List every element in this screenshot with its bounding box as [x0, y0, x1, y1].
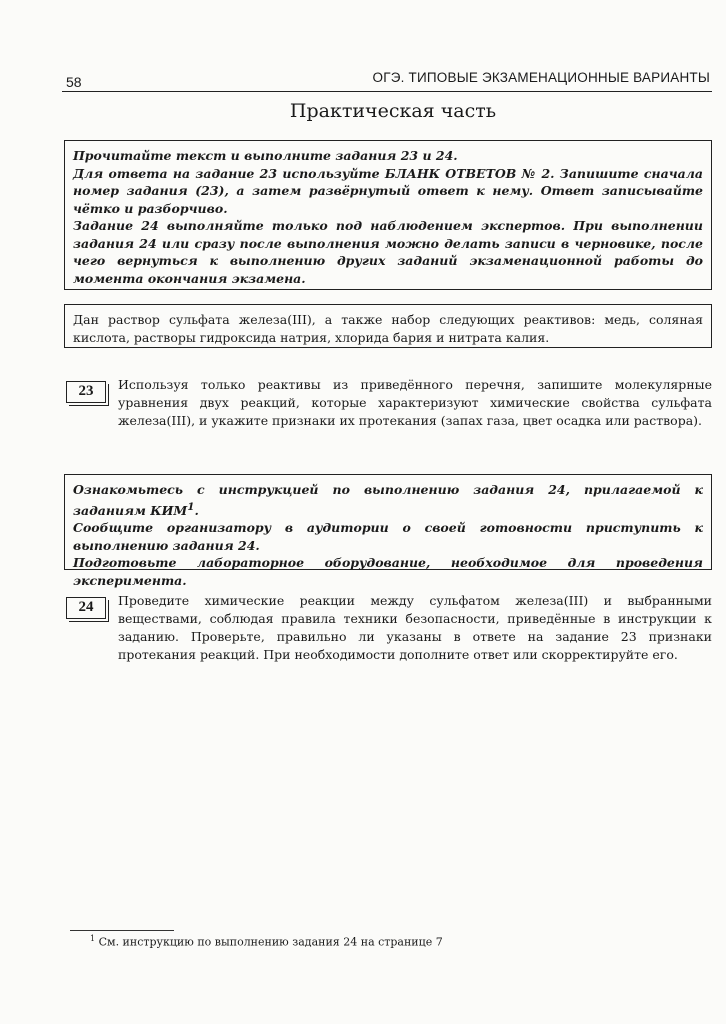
- kim-line-3: Подготовьте лабораторное оборудование, необходимое для проведения эксперимента.: [73, 555, 703, 588]
- footnote-text: См. инструкцию по выполнению задания 24 на странице 7: [98, 935, 443, 949]
- kim-instructions-box: [64, 474, 712, 588]
- task-23-text: Используя только реактивы из приведённого перечня, запишите молекулярные уравнения двух реакций, которые характеризуют химические свойства сульфата железа(III), и укажите признаки их протекания (запах газа, цвет осадка или раствора).: [118, 377, 712, 428]
- kim-line-2: Сообщите организатору в аудитории о своей готовности приступить к выполнению задания 24.: [73, 520, 703, 553]
- kim-line-1: Ознакомьтесь с инструкцией по выполнению задания 24, прилагаемой к заданиям КИМ$^1$.: [73, 482, 703, 518]
- task-23-number: 23: [66, 381, 106, 403]
- given-reagents-box: Дан раствор сульфата железа(III), а также набор следующих реактивов: медь, соляная кислота, растворы гидроксида натрия, хлорида бария и нитрата калия.: [64, 304, 712, 348]
- page-number: 58: [66, 74, 82, 90]
- instructions-box: [64, 140, 712, 290]
- instruction-line: Для ответа на задание 23 используйте БЛАНК ОТВЕТОВ № 2. Запишите сначала номер задания (23), а затем развёрнутый ответ к нему. Ответ записывайте чётко и разборчиво.: [73, 165, 703, 216]
- task-24-text: Проведите химические реакции между сульфатом железа(III) и выбранными веществами, соблюдая правила техники безопасности, приведённые в инструкции к заданию. Проверьте, правильно ли указаны в ответе на задание 23 признаки протекания реакций. При необходимости дополните ответ или скорректируйте его.: [118, 593, 712, 662]
- footnote-rule: [70, 930, 174, 931]
- section-title: Практическая часть: [289, 100, 497, 122]
- instruction-line: Задание 24 выполняйте только под наблюдением экспертов. При выполнении задания 24 или сразу после выполнения можно делать записи в черновике, после чего вернуться к выполнению других заданий экзаменационной работы до момента окончания экзамена.: [73, 218, 703, 286]
- instruction-line: Прочитайте текст и выполните задания 23 и 24.: [73, 148, 458, 163]
- task-24-number: 24: [66, 597, 106, 619]
- footnote: [90, 934, 443, 949]
- running-header: ОГЭ. ТИПОВЫЕ ЭКЗАМЕНАЦИОННЫЕ ВАРИАНТЫ: [372, 70, 710, 85]
- footnote-mark: 1: [90, 934, 96, 943]
- header-rule: [62, 91, 712, 92]
